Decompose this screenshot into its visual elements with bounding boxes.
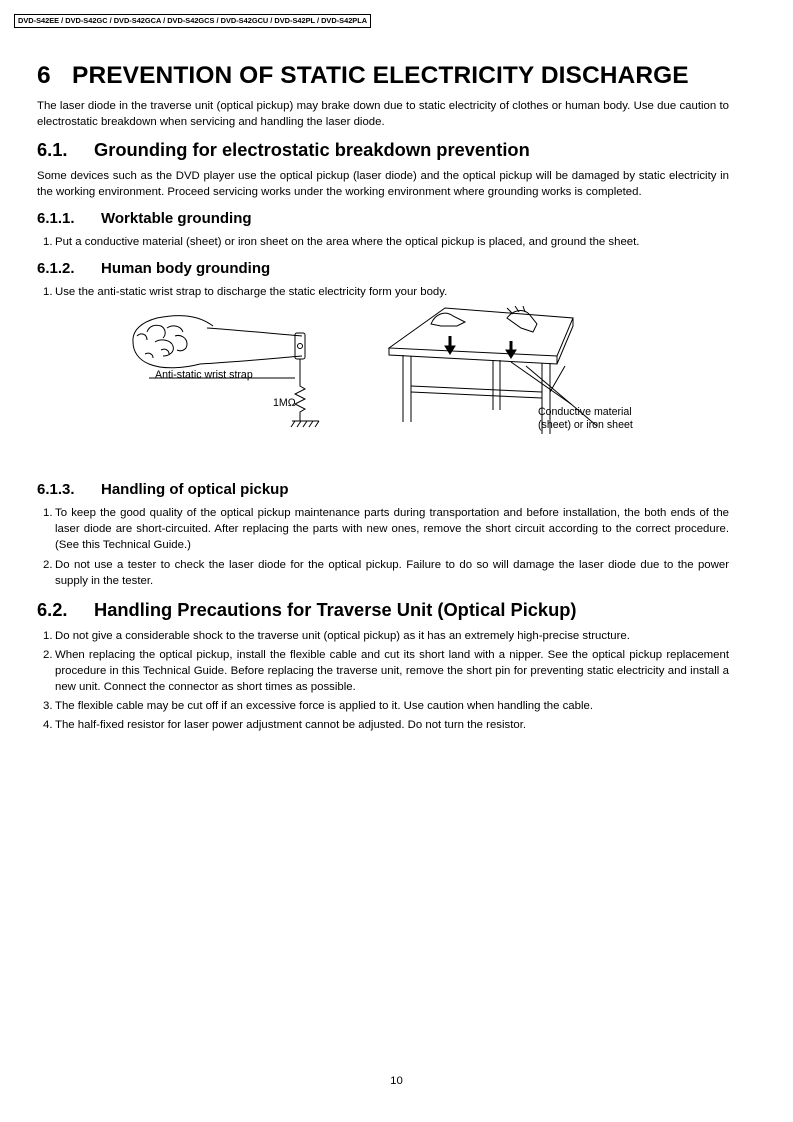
page-content: [37, 60, 729, 733]
human-body-steps: [37, 284, 729, 300]
wrist-strap-label: Anti-static wrist strap: [155, 369, 253, 381]
subsection-title: Human body grounding: [101, 260, 271, 277]
optical-pickup-steps: [37, 505, 729, 589]
subsection-title: Worktable grounding: [101, 210, 252, 227]
subsection-title: Grounding for electrostatic breakdown prevention: [94, 139, 530, 160]
list-item: 2. When replacing the optical pickup, install the flexible cable and cut its short land with a nipper. See the optical pickup replacement procedure in this Technical Guide. Before replacing the traverse unit, remove the short pin for preventing static electricity and install a new unit. Connect the connector as short times as possible.: [43, 649, 729, 693]
conductive-label-line-1: Conductive material: [538, 406, 632, 418]
section-heading: [37, 60, 729, 92]
subsection-number: 6.1.1.: [37, 210, 75, 227]
resistor-label: 1MΩ: [273, 397, 296, 409]
subsection-heading-6-1-1: [37, 209, 729, 229]
grounding-illustration: [37, 306, 729, 476]
list-item: 1. Use the anti-static wrist strap to discharge the static electricity form your body.: [43, 286, 448, 298]
list-item: 1. Do not give a considerable shock to the traverse unit (optical pickup) as it has an extremely high-precise structure.: [43, 630, 630, 642]
grounding-figure: [37, 306, 729, 476]
subsection-title: Handling of optical pickup: [101, 481, 289, 498]
subsection-number: 6.1.: [37, 139, 68, 160]
list-item: 3. The flexible cable may be cut off if an excessive force is applied to it. Use caution when handling the cable.: [43, 700, 593, 712]
section-intro: The laser diode in the traverse unit (optical pickup) may brake down due to static electricity of clothes or human body. Use due caution to electrostatic breakdown when servicing and handling the laser diode.: [37, 100, 729, 128]
list-item: 4. The half-fixed resistor for laser power adjustment cannot be adjusted. Do not turn the resistor.: [43, 719, 527, 731]
subsection-heading-6-1-3: [37, 480, 729, 500]
subsection-heading-6-1: [37, 138, 729, 162]
subsection-number: 6.2.: [37, 599, 68, 620]
list-item: 1. To keep the good quality of the optical pickup maintenance parts during transportation and before installation, the both ends of the laser diode are short-circuited. After replacing the parts with new ones, remove the short circuit according to the correct procedure. (See this Technical Guide.): [43, 507, 729, 551]
section-number: 6: [37, 62, 51, 89]
traverse-unit-steps: [37, 628, 729, 733]
subsection-6-1-text: Some devices such as the DVD player use the optical pickup (laser diode) and the optical pickup will be damaged by static electricity in the working environment. Proceed servicing works under the working environment where grounding works is completed.: [37, 170, 729, 198]
model-numbers-header: DVD-S42EE / DVD-S42GC / DVD-S42GCA / DVD-S42GCS / DVD-S42GCU / DVD-S42PL / DVD-S42PLA: [14, 14, 371, 28]
subsection-number: 6.1.3.: [37, 481, 75, 498]
subsection-number: 6.1.2.: [37, 260, 75, 277]
worktable-steps: [37, 234, 729, 250]
list-item: 2. Do not use a tester to check the laser diode for the optical pickup. Failure to do so will damage the laser diode due to the power supply in the tester.: [43, 559, 729, 587]
subsection-heading-6-2: [37, 598, 729, 622]
list-item: 1. Put a conductive material (sheet) or iron sheet on the area where the optical pickup is placed, and ground the sheet.: [43, 236, 640, 248]
subsection-title: Handling Precautions for Traverse Unit (Optical Pickup): [94, 599, 577, 620]
subsection-heading-6-1-2: [37, 259, 729, 279]
page-number: 10: [390, 1075, 403, 1087]
conductive-label-line-2: (sheet) or iron sheet: [538, 419, 633, 431]
section-title: PREVENTION OF STATIC ELECTRICITY DISCHARGE: [72, 62, 689, 89]
